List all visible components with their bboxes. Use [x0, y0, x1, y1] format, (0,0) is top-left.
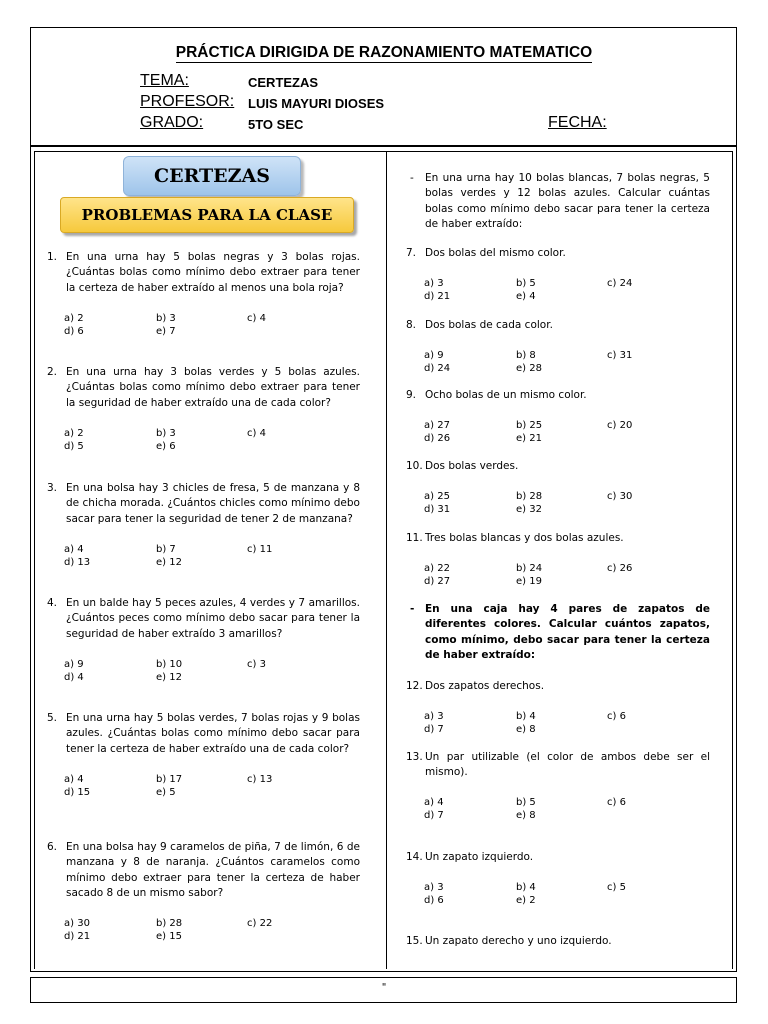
answer-option: d) 27 — [424, 576, 451, 587]
answer-option: a) 4 — [64, 774, 84, 785]
answer-option: c) 20 — [607, 420, 633, 431]
question-text: En una bolsa hay 9 caramelos de piña, 7 de limón, 6 de manzana y 8 de naranja. ¿Cuántos caramelos como mínimo debo extraer para tener la certeza de haber sacado 8 de un mismo sabor? — [66, 841, 360, 899]
answer-option: a) 9 — [64, 659, 84, 670]
column-divider — [386, 151, 387, 969]
answer-option: c) 26 — [607, 563, 633, 574]
question-15 — [406, 934, 710, 949]
page-title: PRÁCTICA DIRIGIDA DE RAZONAMIENTO MATEMATICO — [175, 44, 593, 61]
answer-option: b) 7 — [156, 544, 176, 555]
question-number: 15. — [406, 935, 423, 947]
answer-option: a) 25 — [424, 491, 450, 502]
tema-label: TEMA: — [140, 72, 189, 89]
question-text: Tres bolas blancas y dos bolas azules. — [425, 532, 624, 544]
answer-option: e) 12 — [156, 672, 182, 683]
question-number: 12. — [406, 680, 423, 692]
question-text: Ocho bolas de un mismo color. — [425, 389, 587, 401]
question-text: Dos bolas del mismo color. — [425, 247, 566, 259]
answer-option: b) 25 — [516, 420, 543, 431]
inner-border-left — [34, 151, 35, 969]
section-badge: PROBLEMAS PARA LA CLASE — [60, 197, 354, 233]
question-text: Un zapato izquierdo. — [425, 851, 534, 863]
answer-option: b) 28 — [516, 491, 543, 502]
question-14 — [406, 850, 710, 865]
answer-option: e) 28 — [516, 363, 542, 374]
answer-option: d) 13 — [64, 557, 91, 568]
dash-bullet: - — [410, 603, 415, 615]
question-number: 13. — [406, 751, 423, 763]
question-number: 2. — [47, 366, 58, 378]
answer-option: e) 6 — [156, 441, 176, 452]
answer-option: c) 6 — [607, 797, 626, 808]
answer-option: b) 4 — [516, 882, 536, 893]
answer-option: a) 3 — [424, 882, 444, 893]
answer-option: a) 22 — [424, 563, 450, 574]
answer-option: e) 15 — [156, 931, 182, 942]
fecha-label: FECHA: — [548, 114, 607, 131]
answer-option: d) 5 — [64, 441, 84, 452]
question-9 — [406, 388, 710, 403]
question-number: 11. — [406, 532, 423, 544]
grado-label: GRADO: — [140, 114, 204, 131]
answer-option: b) 4 — [516, 711, 536, 722]
answer-option: e) 12 — [156, 557, 182, 568]
question-1 — [47, 250, 360, 296]
answer-option: d) 21 — [424, 291, 451, 302]
answer-option: c) 4 — [247, 428, 266, 439]
question-text: En una urna hay 3 bolas verdes y 5 bolas azules. ¿Cuántas bolas como mínimo debo extraer para tener la seguridad de haber extraído una de cada color? — [66, 366, 360, 409]
answer-option: e) 32 — [516, 504, 542, 515]
answer-option: e) 5 — [156, 787, 176, 798]
answer-option: c) 5 — [607, 882, 626, 893]
question-number: 6. — [47, 841, 58, 853]
answer-option: b) 3 — [156, 428, 176, 439]
topic-badge: CERTEZAS — [123, 156, 301, 196]
answer-option: b) 24 — [516, 563, 543, 574]
question-12 — [406, 679, 710, 694]
answer-option: e) 19 — [516, 576, 542, 587]
answer-option: d) 24 — [424, 363, 451, 374]
answer-option: c) 22 — [247, 918, 273, 929]
question-text: En una bolsa hay 3 chicles de fresa, 5 de manzana y 8 de chicha morada. ¿Cuántos chicles como mínimo debo sacar para tener la seguridad de tener 2 de manzana? — [66, 482, 360, 525]
answer-option: e) 8 — [516, 810, 536, 821]
question-text: Un zapato derecho y uno izquierdo. — [425, 935, 612, 947]
inner-border-top — [34, 151, 733, 152]
answer-option: d) 15 — [64, 787, 91, 798]
question-number: 10. — [406, 460, 423, 472]
answer-option: b) 17 — [156, 774, 183, 785]
answer-option: c) 13 — [247, 774, 273, 785]
profesor-value: LUIS MAYURI DIOSES — [248, 96, 385, 111]
answer-option: c) 11 — [247, 544, 273, 555]
question-4 — [47, 596, 360, 642]
question-text: En un balde hay 5 peces azules, 4 verdes y 7 amarillos. ¿Cuántos peces como mínimo debo sacar para tener la seguridad de haber extraído 3 amarillos? — [66, 597, 360, 640]
answer-option: b) 5 — [516, 278, 536, 289]
answer-option: d) 26 — [424, 433, 451, 444]
question-11 — [406, 531, 710, 546]
answer-option: d) 31 — [424, 504, 451, 515]
inner-border-right — [732, 151, 733, 969]
intro-urna: - En una urna hay 10 bolas blancas, 7 bolas negras, 5 bolas verdes y 12 bolas azules. Calcular cuántas bolas como mínimo debo sacar para tener la certeza de haber extraído: — [410, 172, 710, 230]
question-text: Dos bolas verdes. — [425, 460, 519, 472]
answer-option: b) 8 — [516, 350, 536, 361]
question-text: Dos zapatos derechos. — [425, 680, 545, 692]
question-8 — [406, 318, 710, 333]
question-6 — [47, 840, 360, 901]
answer-option: e) 21 — [516, 433, 542, 444]
question-10 — [406, 459, 710, 474]
answer-option: a) 27 — [424, 420, 450, 431]
answer-option: c) 4 — [247, 313, 266, 324]
grado-value: 5TO SEC — [248, 117, 304, 132]
question-text: Un par utilizable (el color de ambos debe ser el mismo). — [425, 751, 710, 779]
answer-option: d) 6 — [424, 895, 444, 906]
tema-value: CERTEZAS — [248, 75, 319, 90]
question-3 — [47, 481, 360, 527]
question-number: 7. — [406, 247, 417, 259]
answer-option: c) 24 — [607, 278, 633, 289]
answer-option: d) 6 — [64, 326, 84, 337]
answer-option: c) 31 — [607, 350, 633, 361]
question-7 — [406, 246, 710, 261]
answer-option: d) 4 — [64, 672, 84, 683]
answer-option: c) 30 — [607, 491, 633, 502]
answer-option: d) 21 — [64, 931, 91, 942]
answer-option: a) 3 — [424, 711, 444, 722]
question-13 — [406, 750, 710, 781]
answer-option: a) 3 — [424, 278, 444, 289]
question-text: En una urna hay 5 bolas verdes, 7 bolas rojas y 9 bolas azules. ¿Cuántas bolas como mínimo debo sacar para tener la certeza de haber extraído una de cada color? — [66, 712, 360, 755]
question-number: 5. — [47, 712, 58, 724]
question-5 — [47, 711, 360, 757]
footer-mark: " — [381, 982, 387, 993]
dash-bullet: - — [410, 172, 414, 184]
answer-option: b) 5 — [516, 797, 536, 808]
answer-option: e) 4 — [516, 291, 536, 302]
answer-option: e) 7 — [156, 326, 176, 337]
question-number: 1. — [47, 251, 58, 263]
question-text: Dos bolas de cada color. — [425, 319, 553, 331]
answer-option: b) 10 — [156, 659, 183, 670]
answer-option: d) 7 — [424, 724, 444, 735]
question-text: En una urna hay 5 bolas negras y 3 bolas rojas. ¿Cuántas bolas como mínimo debo extraer para tener la certeza de haber extraído al menos una bola roja? — [66, 251, 360, 294]
answer-option: a) 4 — [424, 797, 444, 808]
answer-option: c) 6 — [607, 711, 626, 722]
answer-option: b) 3 — [156, 313, 176, 324]
question-2 — [47, 365, 360, 411]
question-number: 8. — [406, 319, 417, 331]
profesor-label: PROFESOR: — [140, 93, 235, 110]
answer-option: a) 2 — [64, 313, 84, 324]
answer-option: e) 8 — [516, 724, 536, 735]
answer-option: b) 28 — [156, 918, 183, 929]
question-number: 9. — [406, 389, 417, 401]
answer-option: d) 7 — [424, 810, 444, 821]
question-number: 14. — [406, 851, 423, 863]
answer-option: a) 9 — [424, 350, 444, 361]
answer-option: c) 3 — [247, 659, 266, 670]
answer-option: a) 30 — [64, 918, 90, 929]
question-number: 4. — [47, 597, 58, 609]
question-number: 3. — [47, 482, 58, 494]
answer-option: a) 2 — [64, 428, 84, 439]
intro-zapatos: - En una caja hay 4 pares de zapatos de diferentes colores. Calcular cuántos zapatos, como mínimo, debo sacar para tener la certeza de haber extraído: — [410, 603, 710, 661]
answer-option: a) 4 — [64, 544, 84, 555]
answer-option: e) 2 — [516, 895, 536, 906]
